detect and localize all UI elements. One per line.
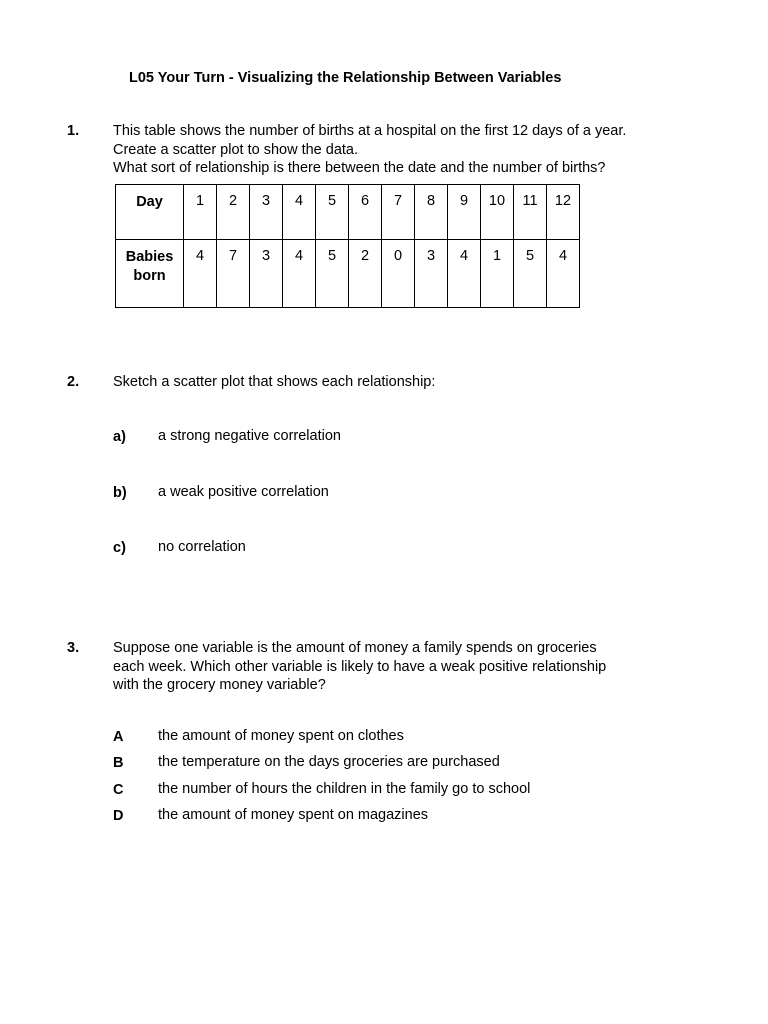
part-c-letter: c) xyxy=(113,540,126,556)
part-b-text: a weak positive correlation xyxy=(158,484,329,500)
question-3-line: each week. Which other variable is likely to have a weak positive relationship xyxy=(113,658,607,675)
question-3-number: 3. xyxy=(67,640,80,656)
table-cell-day: 10 xyxy=(481,185,514,240)
table-cell-day: 3 xyxy=(250,185,283,240)
page-title: L05 Your Turn - Visualizing the Relationship Between Variables xyxy=(129,70,562,86)
table-cell-day: 6 xyxy=(349,185,382,240)
table-cell-day: 5 xyxy=(316,185,349,240)
option-b-text: the temperature on the days groceries are purchased xyxy=(158,754,500,770)
births-table xyxy=(115,184,580,308)
table-row-babies xyxy=(116,240,580,308)
table-cell-day: 4 xyxy=(283,185,316,240)
table-header-babies-line: Babies xyxy=(125,249,174,265)
table-cell-babies: 3 xyxy=(415,240,448,308)
part-b-letter: b) xyxy=(113,485,127,501)
table-cell-babies: 4 xyxy=(547,240,580,308)
question-1-text xyxy=(113,122,626,178)
question-1-number: 1. xyxy=(67,123,80,139)
part-a-letter: a) xyxy=(113,429,126,445)
option-b-letter: B xyxy=(113,755,124,771)
option-a-text: the amount of money spent on clothes xyxy=(158,728,404,744)
table-header-babies xyxy=(116,240,184,308)
table-cell-day: 9 xyxy=(448,185,481,240)
option-d-letter: D xyxy=(113,808,124,824)
table-cell-babies: 4 xyxy=(283,240,316,308)
table-cell-babies: 3 xyxy=(250,240,283,308)
question-2-line: Sketch a scatter plot that shows each relationship: xyxy=(113,374,436,390)
table-cell-day: 12 xyxy=(547,185,580,240)
option-c-letter: C xyxy=(113,782,124,798)
option-d-text: the amount of money spent on magazines xyxy=(158,807,429,823)
part-c-text: no correlation xyxy=(158,539,246,555)
table-cell-babies: 2 xyxy=(349,240,382,308)
part-a-text: a strong negative correlation xyxy=(158,428,341,444)
table-cell-babies: 1 xyxy=(481,240,514,308)
table-cell-babies: 0 xyxy=(382,240,415,308)
table-cell-babies: 7 xyxy=(217,240,250,308)
table-cell-babies: 4 xyxy=(184,240,217,308)
question-2-number: 2. xyxy=(67,374,80,390)
table-cell-day: 1 xyxy=(184,185,217,240)
question-3-line: with the grocery money variable? xyxy=(113,677,326,693)
question-2-text xyxy=(113,373,435,392)
table-cell-day: 7 xyxy=(382,185,415,240)
table-header-babies-line: born xyxy=(133,268,166,284)
question-1-line: What sort of relationship is there between the date and the number of births? xyxy=(113,160,606,176)
table-cell-babies: 4 xyxy=(448,240,481,308)
table-cell-day: 11 xyxy=(514,185,547,240)
option-c-text: the number of hours the children in the family go to school xyxy=(158,781,531,797)
table-cell-day: 2 xyxy=(217,185,250,240)
question-1-line: This table shows the number of births at a hospital on the first 12 days of a year. xyxy=(113,123,627,139)
question-1-line: Create a scatter plot to show the data. xyxy=(113,141,359,158)
table-cell-day: 8 xyxy=(415,185,448,240)
option-a-letter: A xyxy=(113,729,124,745)
table-row-day xyxy=(116,185,580,240)
question-3-line: Suppose one variable is the amount of money a family spends on groceries xyxy=(113,640,597,656)
table-header-day: Day xyxy=(116,185,184,240)
table-cell-babies: 5 xyxy=(316,240,349,308)
table-cell-babies: 5 xyxy=(514,240,547,308)
question-3-text xyxy=(113,639,606,695)
